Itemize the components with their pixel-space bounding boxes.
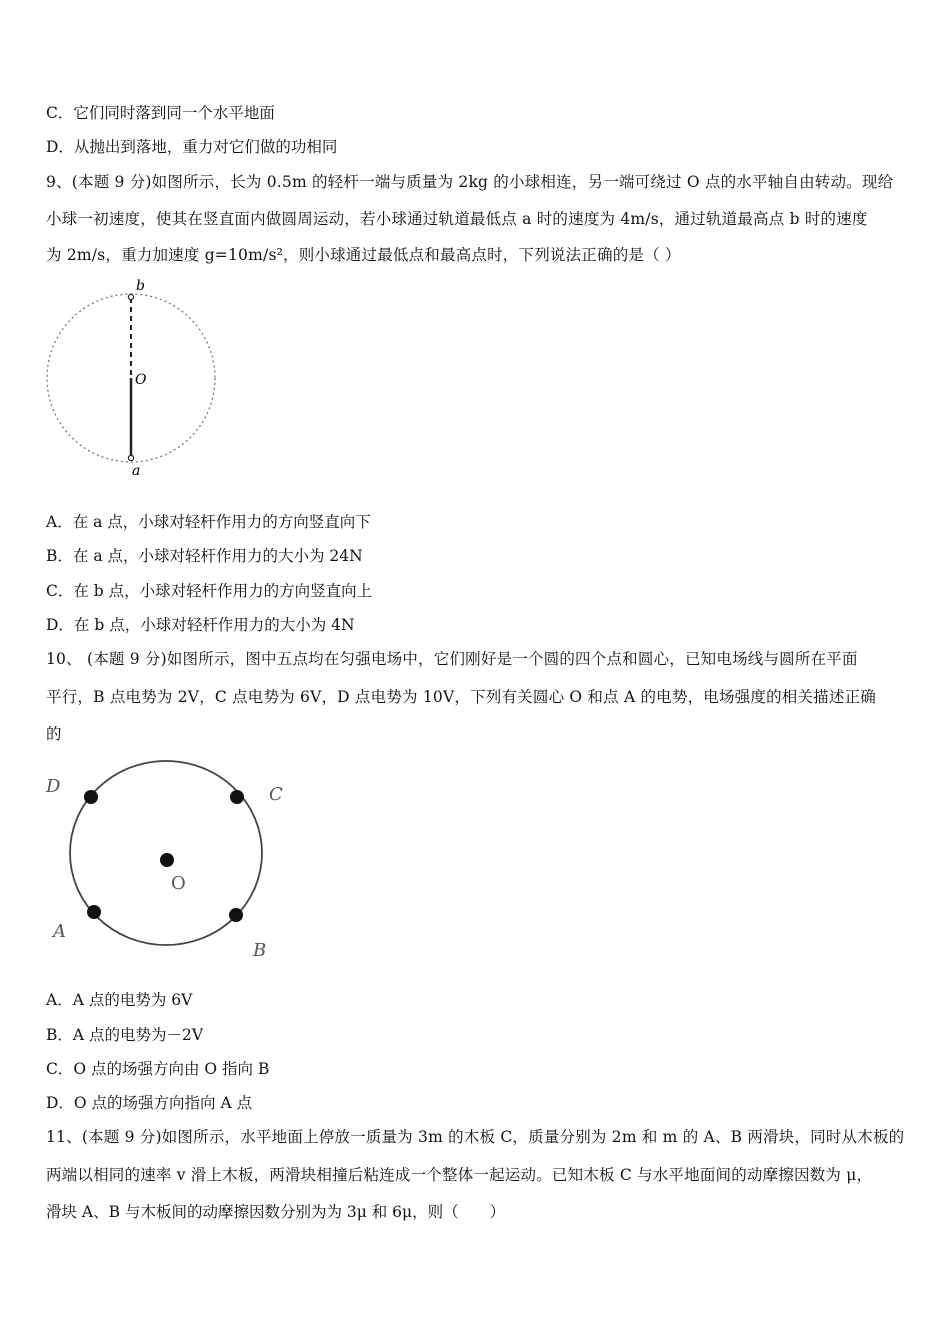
q9-figure bbox=[40, 278, 240, 478]
q9-label-b: b bbox=[136, 278, 145, 294]
q10-label-c: C bbox=[269, 784, 283, 805]
q10-stem-line3: 的 bbox=[46, 725, 62, 743]
q8-option-c: C．它们同时落到同一个水平地面 bbox=[46, 104, 275, 122]
q10-label-b: B bbox=[253, 940, 267, 961]
q9-option-c: C．在 b 点，小球对轻杆作用力的方向竖直向上 bbox=[46, 582, 373, 600]
q10-point-d bbox=[84, 790, 98, 804]
q10-label-o: O bbox=[171, 873, 186, 894]
q9-option-a: A．在 a 点，小球对轻杆作用力的方向竖直向下 bbox=[46, 513, 371, 531]
q9-option-d: D．在 b 点，小球对轻杆作用力的大小为 4N bbox=[46, 616, 355, 634]
q9-label-o: O bbox=[135, 372, 147, 388]
q10-point-b bbox=[229, 908, 243, 922]
q10-point-a bbox=[87, 905, 101, 919]
q9-point-b bbox=[128, 294, 133, 299]
q11-stem-line3: 滑块 A、B 与木板间的动摩擦因数分别为为 3μ 和 6μ，则（ ） bbox=[46, 1203, 506, 1221]
q8-option-d: D．从抛出到落地，重力对它们做的功相同 bbox=[46, 138, 338, 156]
q11-stem-line2: 两端以相同的速率 v 滑上木板，两滑块相撞后粘连成一个整体一起运动。已知木板 C 与水平地面间的动摩擦因数为 μ， bbox=[46, 1166, 873, 1184]
q9-stem-line2: 小球一初速度，使其在竖直面内做圆周运动，若小球通过轨道最低点 a 时的速度为 4m/s，通过轨道最高点 b 时的速度 bbox=[46, 210, 868, 228]
q9-option-b: B．在 a 点，小球对轻杆作用力的大小为 24N bbox=[46, 547, 363, 565]
q9-ball-a bbox=[128, 455, 133, 460]
q9-stem-line1: 9、(本题 9 分)如图所示，长为 0.5m 的轻杆一端与质量为 2kg 的小球相连，另一端可绕过 O 点的水平轴自由转动。现给 bbox=[46, 173, 894, 191]
q10-figure bbox=[40, 756, 300, 966]
q10-stem-line2: 平行，B 点电势为 2V，C 点电势为 6V，D 点电势为 10V，下列有关圆心 O 和点 A 的电势，电场强度的相关描述正确 bbox=[46, 688, 876, 706]
q10-label-a: A bbox=[53, 921, 66, 942]
q10-option-d: D．O 点的场强方向指向 A 点 bbox=[46, 1094, 253, 1112]
q11-stem-line1: 11、(本题 9 分)如图所示，水平地面上停放一质量为 3m 的木板 C，质量分别为 2m 和 m 的 A、B 两滑块，同时从木板的 bbox=[46, 1128, 905, 1146]
q10-option-a: A．A 点的电势为 6V bbox=[46, 991, 193, 1009]
q10-label-d: D bbox=[46, 776, 61, 797]
q10-point-c bbox=[230, 790, 244, 804]
q10-stem-line1: 10、 (本题 9 分)如图所示，图中五点均在匀强电场中，它们刚好是一个圆的四个点和圆心，已知电场线与圆所在平面 bbox=[46, 650, 858, 668]
q10-option-c: C．O 点的场强方向由 O 指向 B bbox=[46, 1060, 270, 1078]
q9-stem-line3: 为 2m/s，重力加速度 g=10m/s²，则小球通过最低点和最高点时，下列说法正确的是（ ） bbox=[46, 246, 681, 264]
q10-point-o bbox=[160, 853, 174, 867]
q10-option-b: B．A 点的电势为－2V bbox=[46, 1026, 204, 1044]
q9-label-a: a bbox=[132, 463, 141, 479]
